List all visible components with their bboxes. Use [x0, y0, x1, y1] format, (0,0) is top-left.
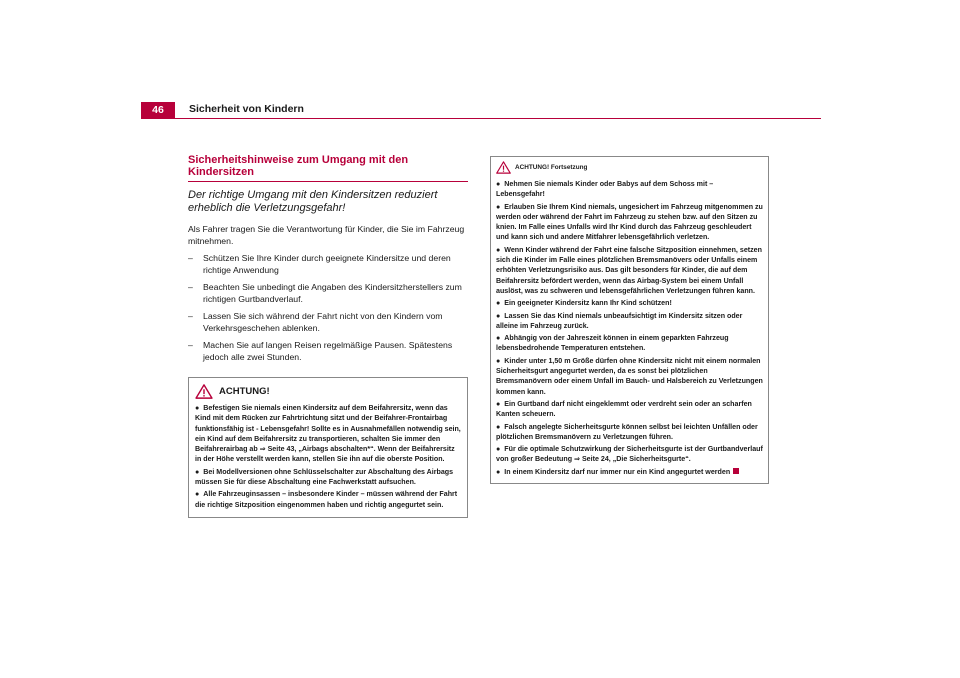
- page-number: 46: [152, 104, 164, 116]
- bullet-icon: ●: [496, 245, 501, 254]
- dash-marker: –: [188, 340, 193, 350]
- bullet-icon: ●: [496, 311, 501, 320]
- warning-item-text: Nehmen Sie niemals Kinder oder Babys auf dem Schoss mit – Lebensgefahr!: [496, 180, 714, 199]
- warning-item: [195, 403, 461, 465]
- bullet-icon: ●: [496, 202, 501, 211]
- list-item-text: Beachten Sie unbedingt die Angaben des Kindersitzherstellers zum richtigen Gurtbandverlauf.: [203, 282, 462, 304]
- warning-item-text: Kinder unter 1,50 m Größe dürfen ohne Kindersitz nicht mit einem normalen Sicherheitsgurt angegurtet werden, da es sonst bei plötzlichen Bremsmanövern oder einem Unfall im Bauch- und Halsbereich zu Verletzungen kommen kann.: [496, 356, 763, 396]
- dash-marker: –: [188, 311, 193, 321]
- bullet-icon: ●: [496, 356, 501, 365]
- list-item: [188, 310, 468, 334]
- warning-item-text: In einem Kindersitz darf nur immer nur ein Kind angegurtet werden: [504, 467, 731, 476]
- bullet-icon: ●: [195, 490, 200, 499]
- bullet-icon: ●: [496, 445, 501, 454]
- warning-item-text: Bei Modellversionen ohne Schlüsselschalter zur Abschaltung des Airbags müssen Sie für diese Abschaltung eine Fachwerkstatt aufsuchen.: [195, 467, 454, 487]
- bullet-icon: ●: [496, 299, 501, 308]
- warning-item-text: Wenn Kinder während der Fahrt eine falsche Sitzposition einnehmen, setzen sich die Kinder im Falle eines plötzlichen Bremsmanövers oder Unfalls einem erhöhten Verletzungsrisiko aus. Das gilt besonders für Kinder, die auf dem Beifahrersitz befördert werden, wenn das Airbag-System bei einem Unfall auslöst, was zu schweren und lebensgefährlichen Verletzungen führen kann.: [496, 245, 762, 295]
- left-column: [188, 154, 468, 518]
- warning-item-text: Abhängig von der Jahreszeit können in einem geparkten Fahrzeug lebensbedrohende Temperaturen entstehen.: [496, 334, 729, 353]
- warning-box-continued: [490, 156, 769, 484]
- warning-header: [496, 161, 763, 174]
- warning-item: [496, 202, 763, 243]
- warning-item-text: Falsch angelegte Sicherheitsgurte können selbst bei leichten Unfällen oder plötzlichen Bremsmanövern zu Verletzungen führen.: [496, 422, 758, 441]
- list-item-text: Lassen Sie sich während der Fahrt nicht von den Kindern vom Verkehrsgeschehen ablenken.: [203, 311, 443, 333]
- list-item: [188, 252, 468, 276]
- instruction-list: [188, 252, 468, 363]
- bullet-icon: ●: [496, 422, 501, 431]
- warning-item: [496, 356, 763, 397]
- warning-item: [496, 245, 763, 296]
- list-item: [188, 281, 468, 305]
- warning-box: [188, 377, 468, 518]
- warning-item-text: Ein Gurtband darf nicht eingeklemmt oder verdreht sein oder an scharfen Kanten scheuern.: [496, 399, 752, 419]
- section-title: Sicherheitshinweise zum Umgang mit den Kindersitzen: [188, 154, 468, 182]
- warning-item-text: Erlauben Sie Ihrem Kind niemals, ungesichert im Fahrzeug mitgenommen zu werden oder während der Fahrt im Fahrzeug zu stehen bzw. auf den Sitzen zu knien. Im Falle eines Unfalls wird Ihr Kind durch das Fahrzeug geschleudert und kann sich und andere Mitfahrer lebensgefährlich verletzen.: [496, 202, 763, 242]
- dash-marker: –: [188, 282, 193, 292]
- bullet-icon: ●: [195, 467, 200, 476]
- section-subtitle: Der richtige Umgang mit den Kindersitzen reduziert erheblich die Verletzungsgefahr!: [188, 189, 438, 214]
- warning-item-text: Befestigen Sie niemals einen Kindersitz auf dem Beifahrersitz, wenn das Kind mit dem Rücken zur Fahrtrichtung sitzt und der Beifahrer-Frontairbag funktionsfähig ist - Lebensgefahr! Sollte es in Ausnahmefällen notwendig sein, ein Kind auf dem Beifahrersitz zu transportieren, schalten Sie immer den Beifahrerairbag ab ⇒ Seite 43, „Airbags abschalten*“. Wenn der Beifahrersitz in der Höhe verstellt werden kann, stellen Sie ihn auf die oberste Position.: [195, 404, 461, 464]
- warning-list: [496, 179, 763, 477]
- intro-text: Als Fahrer tragen Sie die Verantwortung für Kinder, die Sie im Fahrzeug mitnehmen.: [188, 224, 465, 246]
- warning-item: [496, 444, 763, 465]
- warning-header: [195, 384, 461, 399]
- page-number-tab: [141, 102, 175, 118]
- warning-list: [195, 403, 461, 510]
- warning-item-text: Ein geeigneter Kindersitz kann Ihr Kind schützen!: [504, 299, 672, 308]
- warning-item-text: Für die optimale Schutzwirkung der Sicherheitsgurte ist der Gurtbandverlauf von großer Bedeutung ⇒ Seite 24, „Die Sicherheitsgurte“.: [496, 445, 763, 464]
- bullet-icon: ●: [496, 334, 501, 343]
- warning-item: [496, 333, 763, 354]
- list-item-text: Machen Sie auf langen Reisen regelmäßige Pausen. Spätestens jedoch alle zwei Stunden.: [203, 340, 453, 362]
- warning-title: ACHTUNG!: [219, 386, 270, 397]
- dash-marker: –: [188, 253, 193, 263]
- list-item: [188, 339, 468, 363]
- warning-item: [195, 489, 461, 510]
- bullet-icon: ●: [496, 180, 501, 188]
- warning-title: ACHTUNG! Fortsetzung: [515, 164, 588, 171]
- bullet-icon: ●: [496, 467, 501, 476]
- warning-item: [496, 467, 763, 477]
- warning-item: [496, 311, 763, 332]
- header-rule: [141, 118, 821, 119]
- bullet-icon: ●: [496, 399, 501, 408]
- warning-item-text: Lassen Sie das Kind niemals unbeaufsichtigt im Kindersitz sitzen oder alleine im Fahrzeug zurück.: [496, 311, 743, 330]
- warning-item: [496, 298, 763, 308]
- end-of-section-marker: [733, 468, 739, 474]
- list-item-text: Schützen Sie Ihre Kinder durch geeignete Kindersitze und deren richtige Anwendung: [203, 253, 451, 275]
- warning-item-text: Alle Fahrzeuginsassen – insbesondere Kinder – müssen während der Fahrt die richtige Sitzposition eingenommen haben und richtig angegurtet sein.: [195, 490, 458, 509]
- warning-triangle-icon: [195, 384, 213, 399]
- warning-item: [496, 399, 763, 420]
- warning-item: [195, 467, 461, 488]
- running-header: Sicherheit von Kindern: [189, 103, 304, 115]
- warning-item: [496, 422, 763, 443]
- warning-item: [496, 179, 763, 200]
- right-column: [490, 156, 769, 484]
- warning-triangle-icon: [496, 161, 511, 174]
- bullet-icon: ●: [195, 404, 200, 412]
